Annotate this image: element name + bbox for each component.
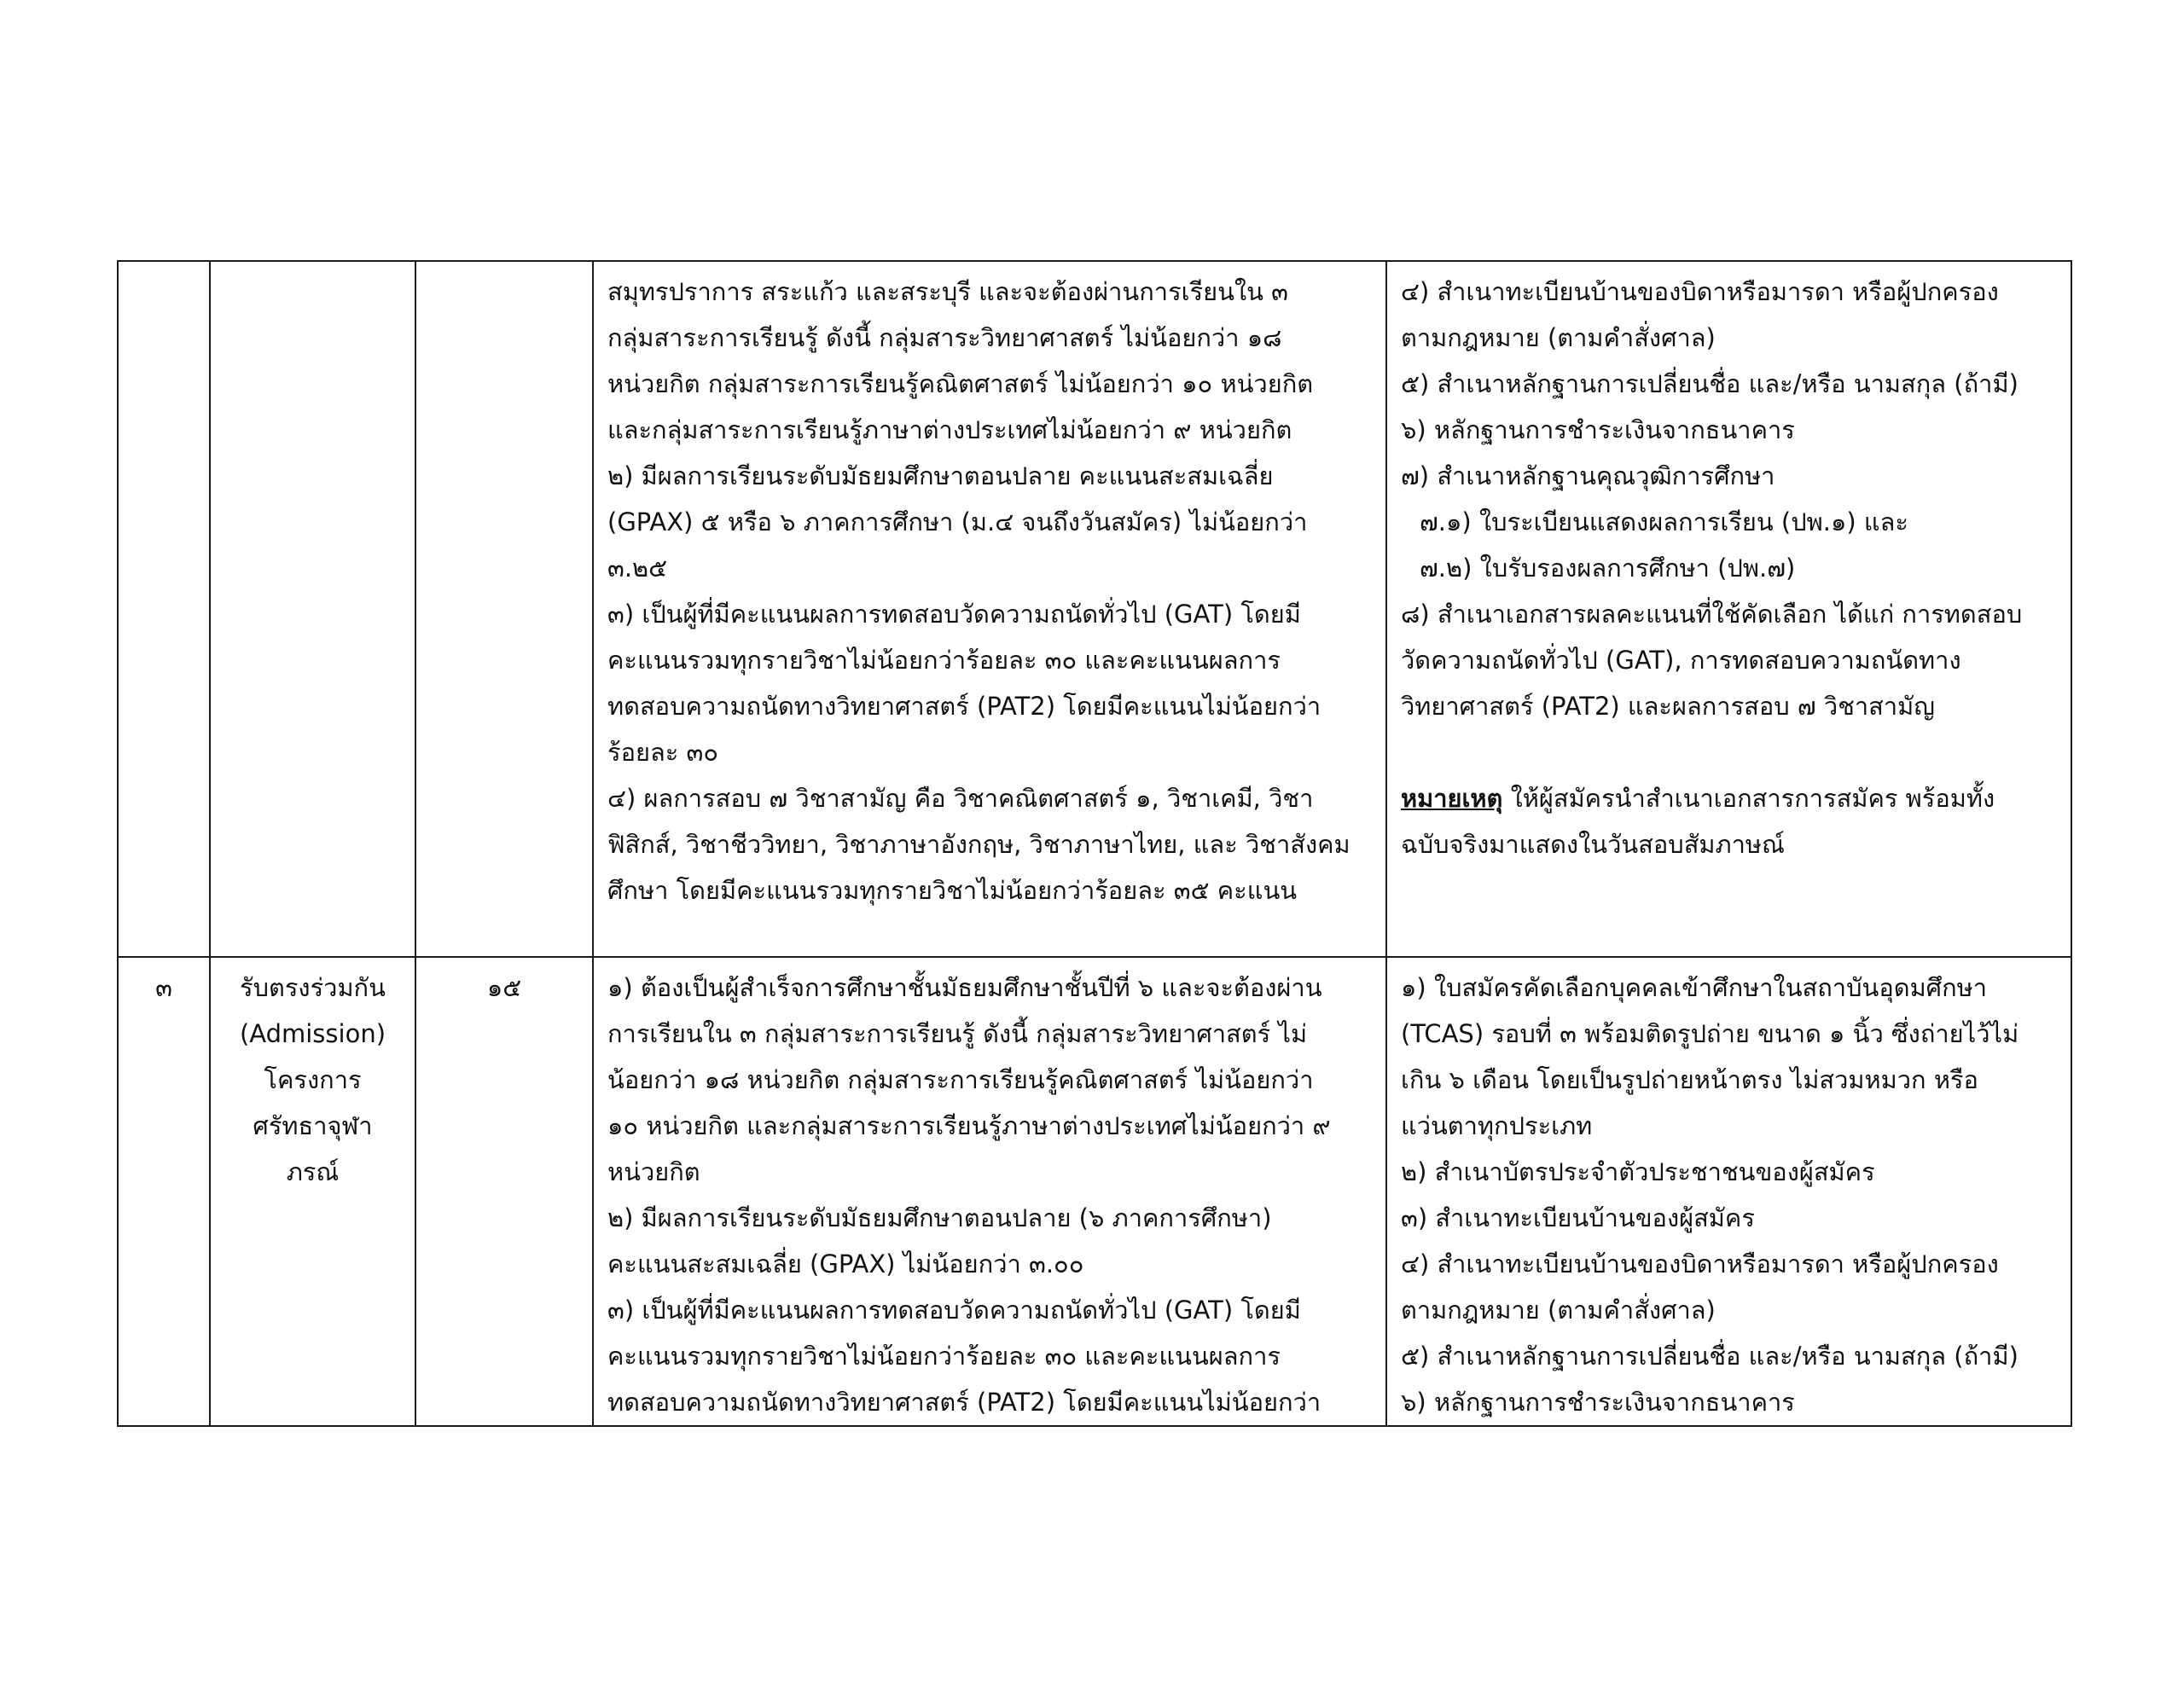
document-line: วัดความถนัดทั่วไป (GAT), การทดสอบความถนัดทาง	[1401, 646, 1961, 675]
qualification-line: กลุ่มสาระการเรียนรู้ ดังนี้ กลุ่มสาระวิทยาศาสตร์ ไม่น้อยกว่า ๑๘	[607, 323, 1282, 352]
table-row	[118, 957, 2071, 1426]
qualification-line: ๑๐ หน่วยกิต และกลุ่มสาระการเรียนรู้ภาษาต่างประเทศไม่น้อยกว่า ๙	[607, 1111, 1331, 1140]
qualification-line: และกลุ่มสาระการเรียนรู้ภาษาต่างประเทศไม่น้อยกว่า ๙ หน่วยกิต	[607, 415, 1292, 444]
qualification-line: ศึกษา โดยมีคะแนนรวมทุกรายวิชาไม่น้อยกว่าร้อยละ ๓๕ คะแนน	[607, 876, 1298, 905]
table-row	[118, 261, 2071, 957]
qualification-line: หน่วยกิต	[607, 1157, 700, 1186]
document-line: ๘) สำเนาเอกสารผลคะแนนที่ใช้คัดเลือก ได้แก่ การทดสอบ	[1401, 600, 2023, 629]
note-label: หมายเหตุ	[1401, 784, 1503, 813]
qualification-line: ๒) มีผลการเรียนระดับมัธยมศึกษาตอนปลาย (๖ ภาคการศึกษา)	[607, 1203, 1272, 1232]
document-line: ๗.๒) ใบรับรองผลการศึกษา (ปพ.๗)	[1420, 554, 1796, 583]
qualification-line: ทดสอบความถนัดทางวิทยาศาสตร์ (PAT2) โดยมีคะแนนไม่น้อยกว่า	[607, 692, 1321, 721]
qualification-line: น้อยกว่า ๑๘ หน่วยกิต กลุ่มสาระการเรียนรู้คณิตศาสตร์ ไม่น้อยกว่า	[607, 1065, 1314, 1094]
row-number-cell	[118, 261, 210, 957]
document-line: วิทยาศาสตร์ (PAT2) และผลการสอบ ๗ วิชาสามัญ	[1401, 692, 1935, 721]
program-line: ศรัทธาจุฬา	[253, 1111, 373, 1140]
program-line: (Admission)	[239, 1019, 386, 1048]
document-line: ๔) สำเนาทะเบียนบ้านของบิดาหรือมารดา หรือผู้ปกครอง	[1401, 1249, 1999, 1278]
qualification-line: (GPAX) ๕ หรือ ๖ ภาคการศึกษา (ม.๔ จนถึงวันสมัคร) ไม่น้อยกว่า	[607, 507, 1308, 536]
note-line	[1401, 775, 2057, 821]
qualification-line: ๓) เป็นผู้ที่มีคะแนนผลการทดสอบวัดความถนัดทั่วไป (GAT) โดยมี	[607, 1296, 1301, 1325]
qualification-line: ร้อยละ ๓๐	[607, 738, 719, 767]
qualification-line: คะแนนรวมทุกรายวิชาไม่น้อยกว่าร้อยละ ๓๐ และคะแนนผลการ	[607, 1342, 1281, 1371]
qualification-line: ฟิสิกส์, วิชาชีววิทยา, วิชาภาษาอังกฤษ, วิชาภาษาไทย, และ วิชาสังคม	[607, 830, 1350, 859]
row-number-cell	[118, 957, 210, 1426]
qualification-line: ๑) ต้องเป็นผู้สำเร็จการศึกษาชั้นมัธยมศึกษาชั้นปีที่ ๖ และจะต้องผ่าน	[607, 973, 1322, 1002]
quota-cell	[415, 261, 593, 957]
admission-table	[117, 260, 2072, 1427]
document-line: ๖) หลักฐานการชำระเงินจากธนาคาร	[1401, 415, 1795, 444]
qualification-line: การเรียนใน ๓ กลุ่มสาระการเรียนรู้ ดังนี้ กลุ่มสาระวิทยาศาสตร์ ไม่	[607, 1019, 1308, 1048]
qualifications-cell	[593, 957, 1386, 1426]
note-text: ให้ผู้สมัครนำสำเนาเอกสารการสมัคร พร้อมทั้ง	[1510, 784, 1995, 813]
document-line: ๒) สำเนาบัตรประจำตัวประชาชนของผู้สมัคร	[1401, 1157, 1875, 1186]
qualification-line: ๔) ผลการสอบ ๗ วิชาสามัญ คือ วิชาคณิตศาสตร์ ๑, วิชาเคมี, วิชา	[607, 784, 1314, 813]
document-line: ๕) สำเนาหลักฐานการเปลี่ยนชื่อ และ/หรือ นามสกุล (ถ้ามี)	[1401, 1342, 2018, 1371]
program-line: รับตรงร่วมกัน	[240, 973, 386, 1002]
qualification-line: ๓) เป็นผู้ที่มีคะแนนผลการทดสอบวัดความถนัดทั่วไป (GAT) โดยมี	[607, 600, 1301, 629]
document-line: (TCAS) รอบที่ ๓ พร้อมติดรูปถ่าย ขนาด ๑ นิ้ว ซึ่งถ่ายไว้ไม่	[1401, 1019, 2019, 1048]
document-line: ๔) สำเนาทะเบียนบ้านของบิดาหรือมารดา หรือผู้ปกครอง	[1401, 277, 1999, 306]
document-line: ตามกฎหมาย (ตามคำสั่งศาล)	[1401, 1296, 1716, 1325]
qualification-line: หน่วยกิต กลุ่มสาระการเรียนรู้คณิตศาสตร์ ไม่น้อยกว่า ๑๐ หน่วยกิต	[607, 369, 1314, 398]
program-line: ภรณ์	[286, 1157, 340, 1186]
document-line: ๗) สำเนาหลักฐานคุณวุฒิการศึกษา	[1401, 461, 1775, 490]
program-cell	[210, 261, 415, 957]
document-line: แว่นตาทุกประเภท	[1401, 1111, 1593, 1140]
qualification-line: คะแนนสะสมเฉลี่ย (GPAX) ไม่น้อยกว่า ๓.๐๐	[607, 1249, 1084, 1278]
qualification-line: ทดสอบความถนัดทางวิทยาศาสตร์ (PAT2) โดยมีคะแนนไม่น้อยกว่า	[607, 1388, 1321, 1417]
program-cell	[210, 957, 415, 1426]
document-line: ๖) หลักฐานการชำระเงินจากธนาคาร	[1401, 1388, 1795, 1417]
document-line: ตามกฎหมาย (ตามคำสั่งศาล)	[1401, 323, 1716, 352]
qualification-line: ๓.๒๕	[607, 554, 668, 583]
spacer	[1401, 729, 2057, 775]
document-line: ๕) สำเนาหลักฐานการเปลี่ยนชื่อ และ/หรือ นามสกุล (ถ้ามี)	[1401, 369, 2018, 398]
qualifications-cell	[593, 261, 1386, 957]
quota-cell	[415, 957, 593, 1426]
document-line: เกิน ๖ เดือน โดยเป็นรูปถ่ายหน้าตรง ไม่สวมหมวก หรือ	[1401, 1065, 1978, 1094]
row-number: ๓	[155, 973, 172, 1002]
document-line: ๓) สำเนาทะเบียนบ้านของผู้สมัคร	[1401, 1203, 1755, 1232]
document-line: ๑) ใบสมัครคัดเลือกบุคคลเข้าศึกษาในสถาบันอุดมศึกษา	[1401, 973, 1988, 1002]
qualification-line: สมุทรปราการ สระแก้ว และสระบุรี และจะต้องผ่านการเรียนใน ๓	[607, 277, 1288, 306]
qualification-line: ๒) มีผลการเรียนระดับมัธยมศึกษาตอนปลาย คะแนนสะสมเฉลี่ย	[607, 461, 1274, 490]
note-line: ฉบับจริงมาแสดงในวันสอบสัมภาษณ์	[1401, 830, 1785, 859]
documents-cell	[1386, 261, 2071, 957]
qualification-line: คะแนนรวมทุกรายวิชาไม่น้อยกว่าร้อยละ ๓๐ และคะแนนผลการ	[607, 646, 1281, 675]
documents-cell	[1386, 957, 2071, 1426]
quota-value: ๑๕	[486, 973, 522, 1002]
document-line: ๗.๑) ใบระเบียนแสดงผลการเรียน (ปพ.๑) และ	[1420, 507, 1908, 536]
program-line: โครงการ	[264, 1065, 362, 1094]
